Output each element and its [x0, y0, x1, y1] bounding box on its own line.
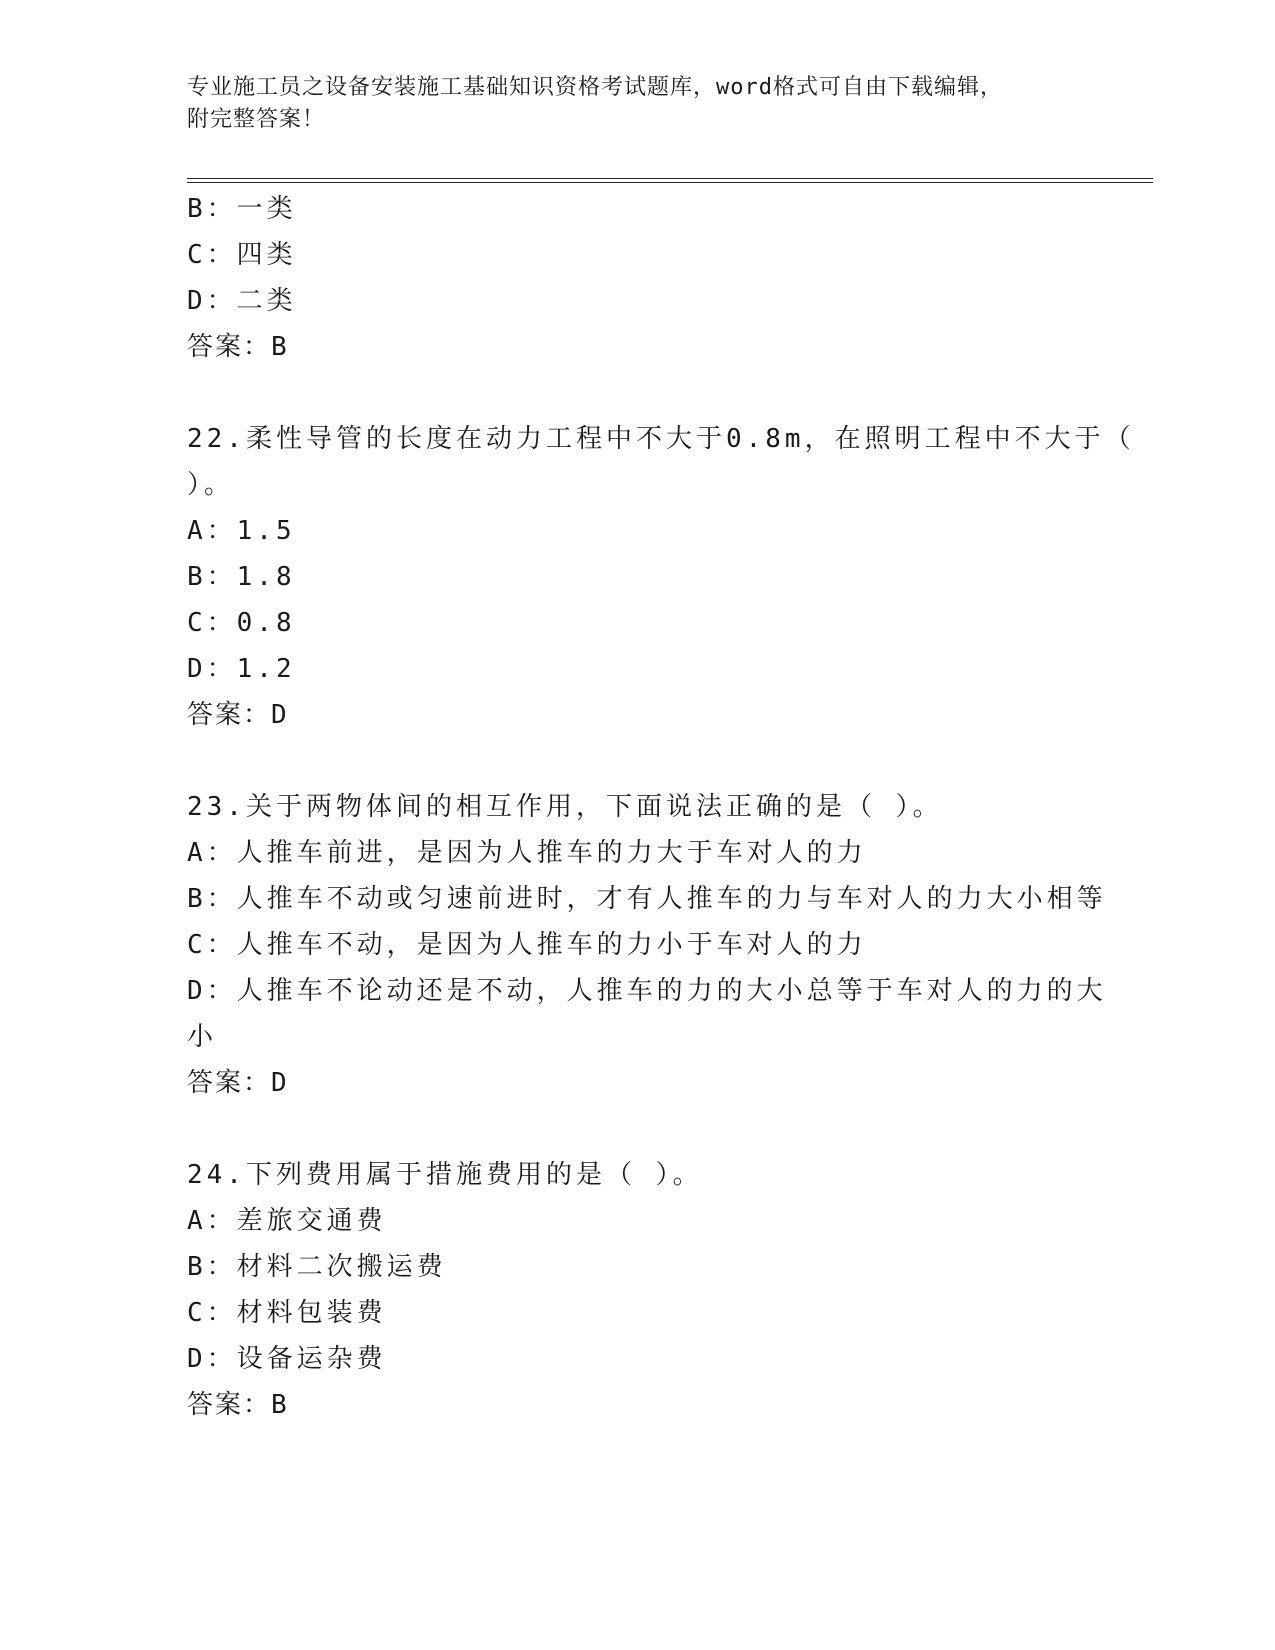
- option-c: C：人推车不动，是因为人推车的力小于车对人的力: [187, 930, 867, 960]
- answer-line: 答案：D: [187, 700, 289, 730]
- question-stem-continuation: ）。: [187, 470, 235, 500]
- option-c: C：材料包装费: [187, 1298, 387, 1328]
- header-divider: [187, 178, 1153, 183]
- question-list: [187, 186, 1135, 1428]
- option-b: B：人推车不动或匀速前进时，才有人推车的力与车对人的力大小相等: [187, 884, 1107, 914]
- option-d: D：人推车不论动还是不动，人推车的力的大小总等于车对人的力的大: [187, 976, 1107, 1006]
- question-stem: 22.柔性导管的长度在动力工程中不大于0.8m，在照明工程中不大于（: [187, 424, 1135, 454]
- option-a: A：差旅交通费: [187, 1206, 387, 1236]
- answer-line: 答案：B: [187, 1390, 289, 1420]
- option-d-continuation: 小: [187, 1022, 218, 1052]
- header-title-line-2: 附完整答案！: [187, 107, 326, 132]
- header-title-line-1: 专业施工员之设备安装施工基础知识资格考试题库，word格式可自由下载编辑，: [187, 75, 1003, 100]
- option-d: D：设备运杂费: [187, 1344, 387, 1374]
- question-24: [187, 1152, 1087, 1428]
- option-b: B：一类: [187, 194, 297, 224]
- question-22: [187, 416, 1135, 738]
- option-a: A：人推车前进，是因为人推车的力大于车对人的力: [187, 838, 867, 868]
- question-23: [187, 784, 1107, 1106]
- option-a: A：1.5: [187, 516, 296, 546]
- option-d: D：二类: [187, 286, 297, 316]
- option-c: C：四类: [187, 240, 297, 270]
- answer-line: 答案：D: [187, 1068, 289, 1098]
- question-stem: 23.关于两物体间的相互作用，下面说法正确的是（ ）。: [187, 792, 943, 822]
- answer-line: 答案：B: [187, 332, 289, 362]
- option-b: B：1.8: [187, 562, 296, 592]
- option-b: B：材料二次搬运费: [187, 1252, 447, 1282]
- question-stem: 24.下列费用属于措施费用的是（ ）。: [187, 1160, 703, 1190]
- option-d: D：1.2: [187, 654, 296, 684]
- document-header: [187, 72, 1087, 136]
- prev-question-block: [187, 186, 1087, 370]
- option-c: C：0.8: [187, 608, 296, 638]
